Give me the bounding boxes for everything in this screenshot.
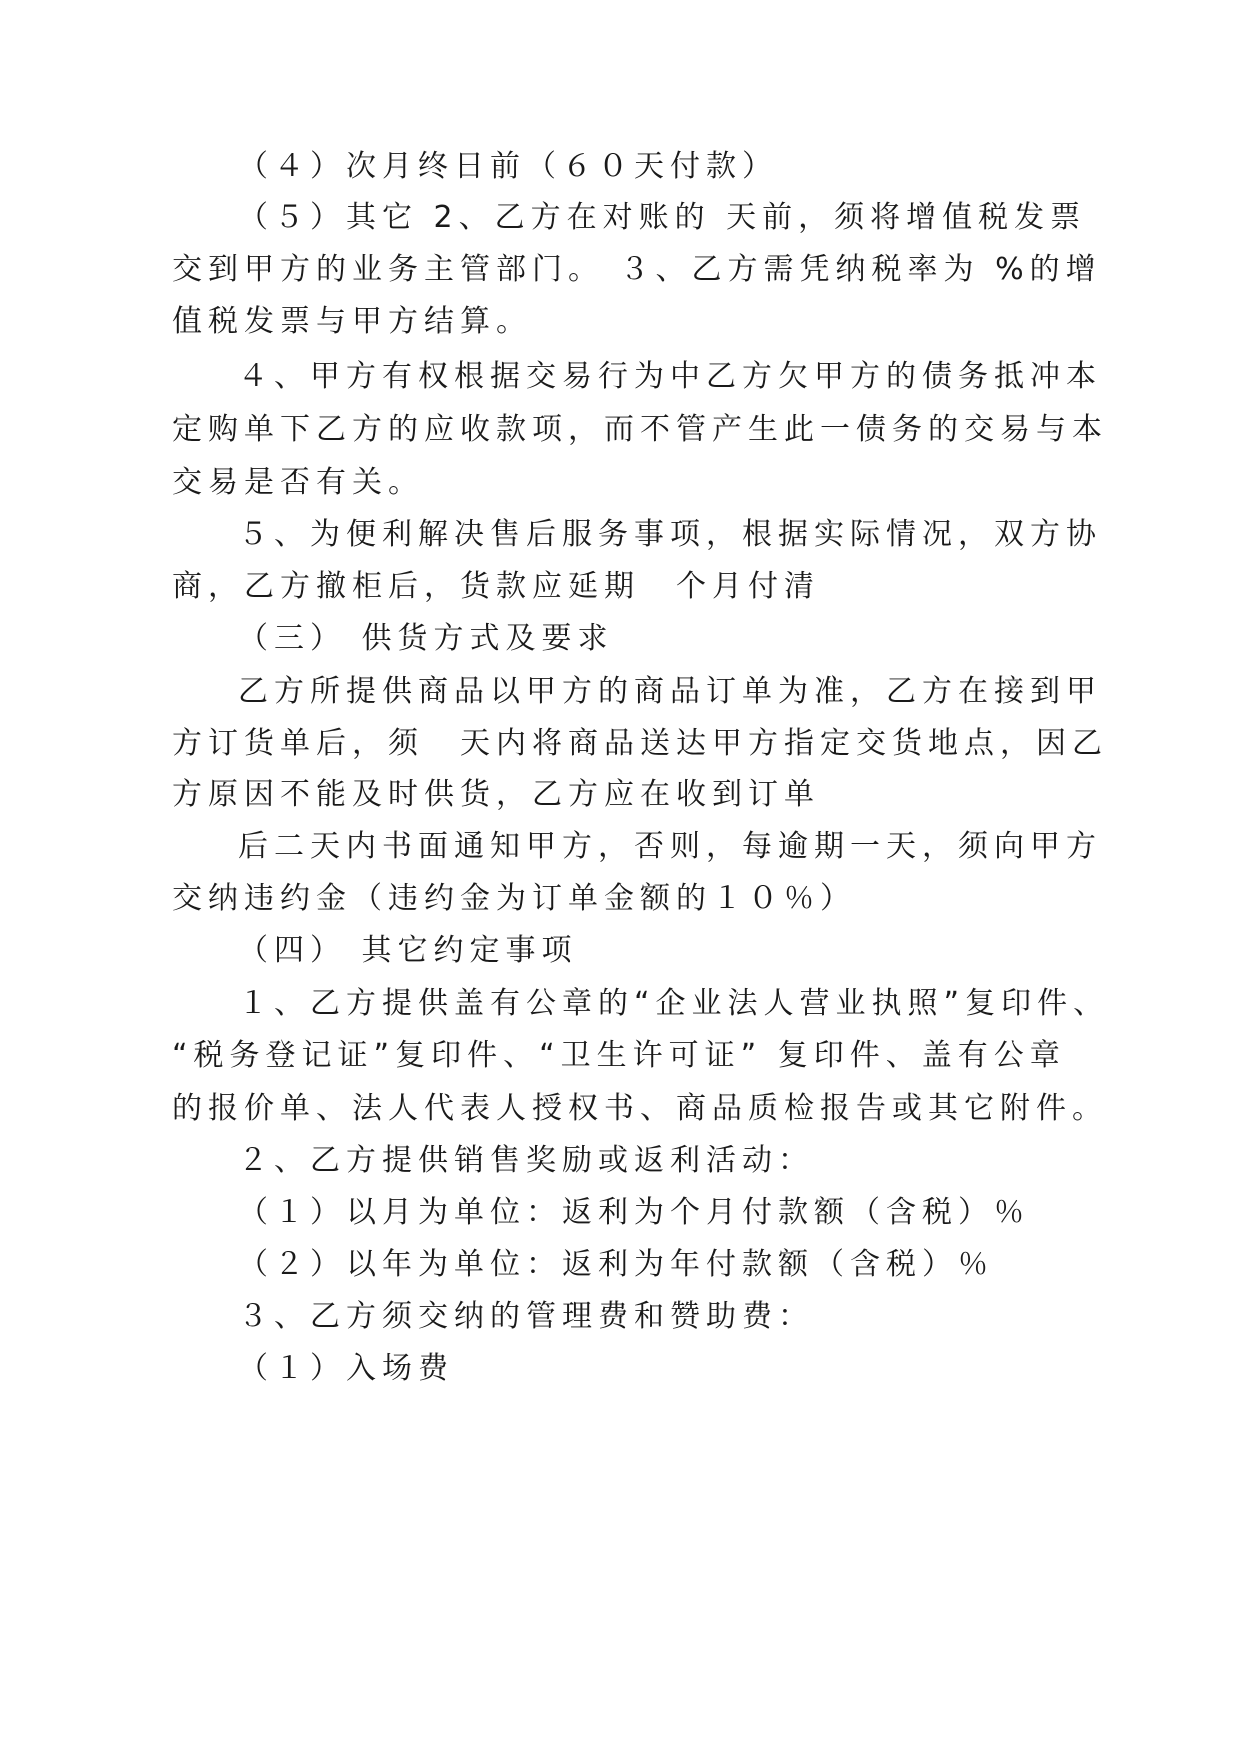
- text-line: “税务登记证”复印件、“卫生许可证” 复印件、盖有公章: [172, 1038, 1066, 1073]
- text-line: 乙方所提供商品以甲方的商品订单为准，乙方在接到甲: [238, 674, 1102, 709]
- text-line: 交易是否有关。: [172, 465, 424, 500]
- text-line: ４、甲方有权根据交易行为中乙方欠甲方的债务抵冲本: [238, 359, 1102, 394]
- text-line: 定购单下乙方的应收款项，而不管产生此一债务的交易与本: [172, 412, 1108, 447]
- text-line: 交到甲方的业务主管部门。 ３、乙方需凭纳税率为 %的增: [172, 252, 1102, 287]
- text-line: 方原因不能及时供货，乙方应在收到订单: [172, 777, 820, 812]
- text-line: （５）其它 2、乙方在对账的 天前，须将增值税发票: [238, 200, 1087, 235]
- text-line: （２）以年为单位：返利为年付款额（含税）％: [238, 1247, 994, 1282]
- text-line: （１）入场费: [238, 1351, 454, 1386]
- text-line: ５、为便利解决售后服务事项，根据实际情况，双方协: [238, 517, 1102, 552]
- text-line: 方订货单后，须 天内将商品送达甲方指定交货地点，因乙: [172, 726, 1108, 761]
- text-line: 后二天内书面通知甲方，否则，每逾期一天，须向甲方: [238, 829, 1102, 864]
- text-line: 值税发票与甲方结算。: [172, 304, 532, 339]
- text-line: １、乙方提供盖有公章的“企业法人营业执照”复印件、: [238, 986, 1110, 1021]
- text-line: 交纳违约金（违约金为订单金额的１０％）: [172, 881, 856, 916]
- text-line: 商，乙方撤柜后，货款应延期 个月付清: [172, 569, 820, 604]
- section-heading: （三） 供货方式及要求: [238, 621, 614, 656]
- section-heading: （四） 其它约定事项: [238, 933, 578, 968]
- text-line: （１）以月为单位：返利为个月付款额（含税）％: [238, 1195, 1030, 1230]
- text-line: 的报价单、法人代表人授权书、商品质检报告或其它附件。: [172, 1091, 1108, 1126]
- text-line: ２、乙方提供销售奖励或返利活动：: [238, 1143, 814, 1178]
- text-line: （４）次月终日前（６０天付款）: [238, 149, 778, 184]
- text-line: ３、乙方须交纳的管理费和赞助费：: [238, 1299, 814, 1334]
